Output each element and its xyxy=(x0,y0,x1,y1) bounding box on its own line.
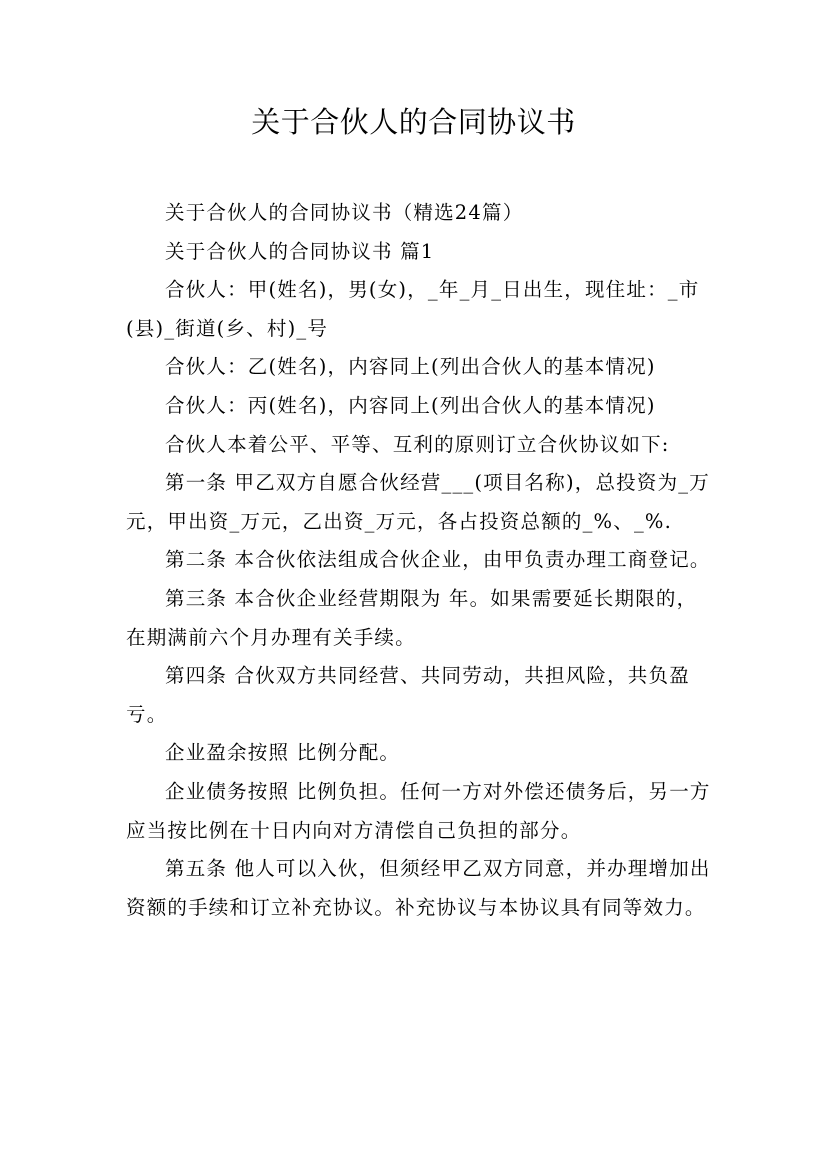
paragraph-article-4: 第四条 合伙双方共同经营、共同劳动，共担风险，共负盈亏。 xyxy=(126,664,690,726)
paragraph-debt-sharing: 企业债务按照 比例负担。任何一方对外偿还债务后，另一方应当按比例在十日内向对方清偿自己负担的部分。 xyxy=(126,779,711,842)
paragraph-partner-b: 合伙人：乙(姓名)，内容同上(列出合伙人的基本情况) xyxy=(165,355,656,379)
document-body xyxy=(126,194,711,927)
paragraph-partner-c: 合伙人：丙(姓名)，内容同上(列出合伙人的基本情况) xyxy=(165,393,656,417)
paragraph-partner-a: 合伙人：甲(姓名)，男(女)，_年_月_日出生，现住址：_市(县)_街道(乡、村)_号 xyxy=(126,278,700,340)
paragraph-profit-sharing: 企业盈余按照 比例分配。 xyxy=(165,741,401,765)
paragraph-article-5: 第五条 他人可以入伙，但须经甲乙双方同意，并办理增加出资额的手续和订立补充协议。补充协议与本协议具有同等效力。 xyxy=(126,857,711,919)
paragraph-section-heading: 关于合伙人的合同协议书 篇1 xyxy=(165,239,435,263)
paragraph-article-2: 第二条 本合伙依法组成合伙企业，由甲负责办理工商登记。 xyxy=(165,548,711,572)
document-title: 关于合伙人的合同协议书 xyxy=(251,105,576,139)
paragraph-article-1: 第一条 甲乙双方自愿合伙经营___(项目名称)，总投资为_万元，甲出资_万元，乙出资_万元，各占投资总额的_%、_%. xyxy=(126,471,710,533)
paragraph-preamble: 合伙人本着公平、平等、互利的原则订立合伙协议如下: xyxy=(165,432,670,456)
paragraph-subtitle: 关于合伙人的合同协议书（精选24篇） xyxy=(165,201,524,224)
paragraph-article-3: 第三条 本合伙企业经营期限为 年。如果需要延长期限的，在期满前六个月办理有关手续。 xyxy=(126,586,698,649)
